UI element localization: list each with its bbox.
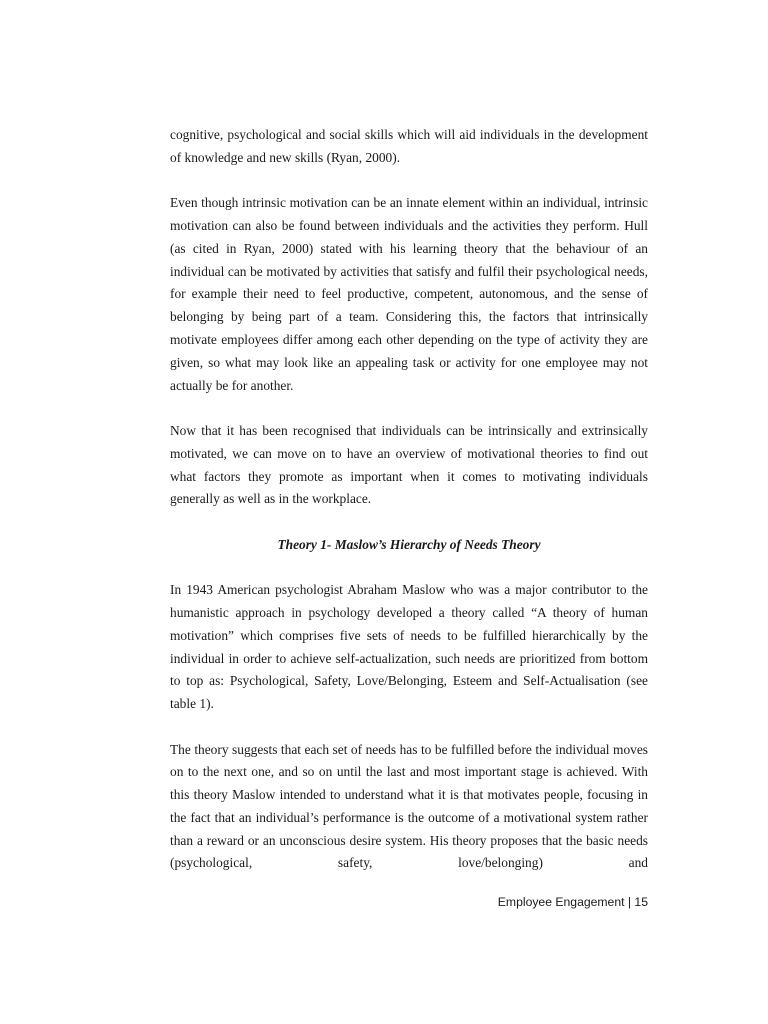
paragraph-maslow-1943: In 1943 American psychologist Abraham Maslow who was a major contributor to the humanistic approach in psychology developed a theory called “A theory of human motivation” which comprises five sets of needs to be fulfilled hierarchically by the individual in order to achieve self-actualization, such needs are prioritized from bottom to top as: Psychological, Safety, Love/Belonging, Esteem and Self-Actualisation (see table 1). — [170, 582, 648, 712]
paragraph-skills: cognitive, psychological and social skills which will aid individuals in the development of knowledge and new skills (Ryan, 2000). — [170, 127, 648, 165]
body-text — [170, 124, 648, 898]
paragraph-motivational-theories: Now that it has been recognised that individuals can be intrinsically and extrinsically motivated, we can move on to have an overview of motivational theories to find out what factors they promote as important when it comes to motivating individuals generally as well as in the workplace. — [170, 422, 648, 507]
page-footer: Employee Engagement | 15 — [497, 895, 648, 909]
paragraph-theory-suggests: The theory suggests that each set of needs has to be fulfilled before the individual moves on to the next one, and so on until the last and most important stage is achieved. With this theory Maslow intended to understand what it is that motivates people, focusing in the fact that an individual’s performance is the outcome of a motivational system rather than a reward or an unconscious desire system. His theory proposes that the basic needs (psychological, safety, love/belonging) and — [170, 741, 648, 871]
section-heading: Theory 1- Maslow’s Hierarchy of Needs Theory — [277, 536, 541, 552]
paragraph-intrinsic-motivation: Even though intrinsic motivation can be an innate element within an individual, intrinsic motivation can also be found between individuals and the activities they perform. Hull (as cited in Ryan, 2000) stated with his learning theory that the behaviour of an individual can be motivated by activities that satisfy and fulfil their psychological needs, for example their need to feel productive, competent, autonomous, and the sense of belonging by being part of a team. Considering this, the factors that intrinsically motivate employees differ among each other depending on the type of activity they are given, so what may look like an appealing task or activity for one employee may not actually be for another. — [170, 195, 648, 393]
